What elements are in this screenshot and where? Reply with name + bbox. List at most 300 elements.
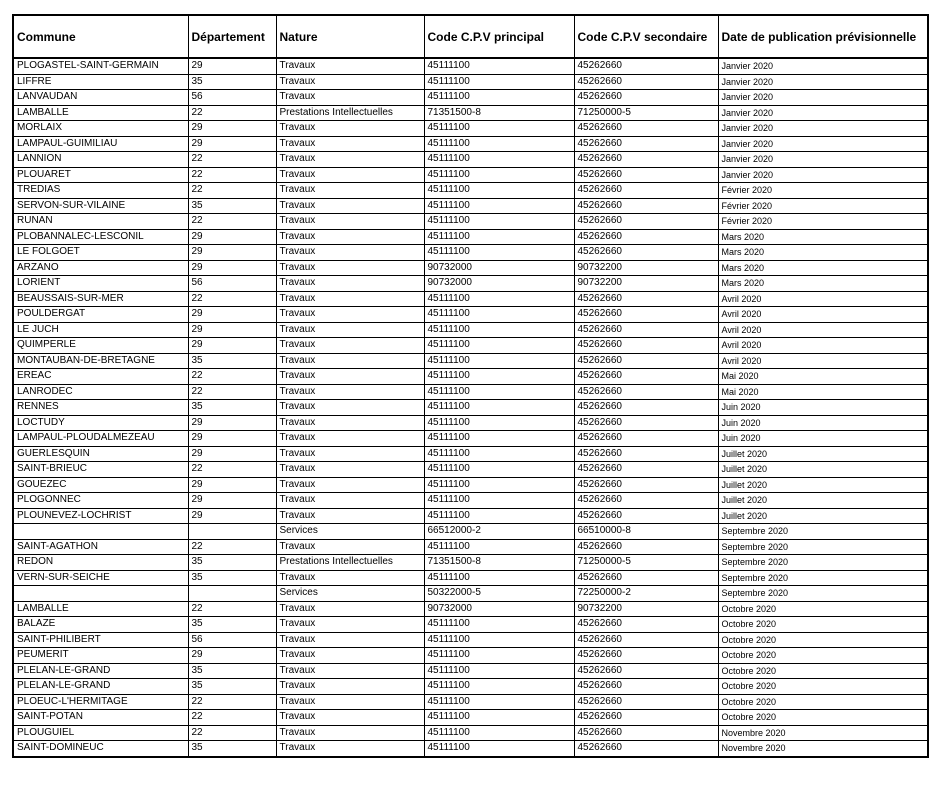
cell-nature: Travaux [276,369,424,385]
cell-date: Octobre 2020 [718,648,928,664]
cell-cpv-secondaire: 45262660 [574,353,718,369]
cell-cpv-secondaire: 45262660 [574,229,718,245]
cell-cpv-principal: 45111100 [424,183,574,199]
cell-cpv-principal: 45111100 [424,710,574,726]
table-row [13,415,928,431]
cell-commune: PLOBANNALEC-LESCONIL [13,229,188,245]
cell-nature: Services [276,586,424,602]
cell-nature: Travaux [276,508,424,524]
cell-cpv-secondaire: 45262660 [574,679,718,695]
cell-cpv-secondaire: 45262660 [574,725,718,741]
cell-commune: RENNES [13,400,188,416]
cell-nature: Travaux [276,493,424,509]
cell-date: Juillet 2020 [718,493,928,509]
cell-nature: Travaux [276,183,424,199]
cell-nature: Travaux [276,167,424,183]
cell-departement: 35 [188,663,276,679]
table-row [13,183,928,199]
cell-date: Mars 2020 [718,229,928,245]
cell-date: Janvier 2020 [718,90,928,106]
cell-nature: Travaux [276,121,424,137]
cell-date: Avril 2020 [718,353,928,369]
cell-departement: 22 [188,710,276,726]
cell-nature: Travaux [276,198,424,214]
table-row [13,90,928,106]
cell-nature: Travaux [276,725,424,741]
cell-cpv-principal: 45111100 [424,353,574,369]
cell-cpv-principal: 45111100 [424,617,574,633]
cell-cpv-principal: 71351500-8 [424,105,574,121]
cell-nature: Travaux [276,152,424,168]
cell-cpv-principal: 45111100 [424,167,574,183]
table-row [13,338,928,354]
cell-cpv-secondaire: 45262660 [574,400,718,416]
table-row [13,276,928,292]
cell-cpv-principal: 45111100 [424,741,574,757]
cell-cpv-secondaire: 45262660 [574,508,718,524]
cell-departement: 22 [188,105,276,121]
cell-commune: PLOUNEVEZ-LOCHRIST [13,508,188,524]
header-cpv-secondaire: Code C.P.V secondaire [574,15,718,58]
cell-commune: REDON [13,555,188,571]
cell-nature: Travaux [276,617,424,633]
table-row [13,369,928,385]
table-row [13,384,928,400]
table-row [13,710,928,726]
cell-commune: SAINT-PHILIBERT [13,632,188,648]
cell-commune: LE FOLGOET [13,245,188,261]
table-row [13,229,928,245]
cell-date: Janvier 2020 [718,136,928,152]
cell-date: Septembre 2020 [718,586,928,602]
cell-commune: PLOUGUIEL [13,725,188,741]
cell-nature: Travaux [276,58,424,74]
cell-commune: PLOUARET [13,167,188,183]
cell-departement: 29 [188,322,276,338]
cell-cpv-principal: 45111100 [424,493,574,509]
cell-nature: Travaux [276,710,424,726]
table-row [13,663,928,679]
cell-cpv-principal: 90732000 [424,276,574,292]
cell-cpv-secondaire: 45262660 [574,741,718,757]
cell-commune: PLOGASTEL-SAINT-GERMAIN [13,58,188,74]
cell-departement: 22 [188,291,276,307]
cell-nature: Travaux [276,477,424,493]
cell-cpv-principal: 45111100 [424,446,574,462]
cell-departement: 35 [188,74,276,90]
cell-cpv-principal: 45111100 [424,136,574,152]
cell-cpv-secondaire: 45262660 [574,477,718,493]
cell-date: Juillet 2020 [718,462,928,478]
cell-cpv-principal: 45111100 [424,539,574,555]
cell-commune: POULDERGAT [13,307,188,323]
cell-nature: Travaux [276,229,424,245]
cell-cpv-secondaire: 90732200 [574,276,718,292]
cell-commune: LAMPAUL-GUIMILIAU [13,136,188,152]
cell-departement: 35 [188,198,276,214]
cell-cpv-principal: 45111100 [424,384,574,400]
cell-date: Octobre 2020 [718,694,928,710]
cell-cpv-principal: 45111100 [424,694,574,710]
cell-cpv-principal: 45111100 [424,229,574,245]
cell-date: Avril 2020 [718,291,928,307]
cell-nature: Travaux [276,276,424,292]
table-row [13,74,928,90]
cell-cpv-secondaire: 45262660 [574,415,718,431]
cell-cpv-secondaire: 45262660 [574,198,718,214]
cell-date: Février 2020 [718,198,928,214]
header-nature: Nature [276,15,424,58]
cell-departement: 22 [188,694,276,710]
table-row [13,322,928,338]
cell-cpv-principal: 45111100 [424,508,574,524]
cell-date: Février 2020 [718,214,928,230]
cell-cpv-principal: 45111100 [424,90,574,106]
cell-cpv-secondaire: 45262660 [574,570,718,586]
cell-departement: 22 [188,601,276,617]
cell-date: Juillet 2020 [718,508,928,524]
cell-nature: Services [276,524,424,540]
cell-cpv-principal: 45111100 [424,338,574,354]
cell-date: Septembre 2020 [718,524,928,540]
cell-commune: PLOEUC-L'HERMITAGE [13,694,188,710]
cell-cpv-secondaire: 45262660 [574,648,718,664]
cell-commune: PLOGONNEC [13,493,188,509]
table-row [13,648,928,664]
table-row [13,524,928,540]
cell-cpv-principal: 45111100 [424,58,574,74]
cell-nature: Travaux [276,570,424,586]
table-row [13,508,928,524]
cell-cpv-principal: 45111100 [424,152,574,168]
cell-nature: Travaux [276,307,424,323]
cell-nature: Travaux [276,462,424,478]
cell-commune: LAMPAUL-PLOUDALMEZEAU [13,431,188,447]
cell-cpv-principal: 45111100 [424,369,574,385]
cell-date: Janvier 2020 [718,121,928,137]
table-row [13,105,928,121]
cell-nature: Travaux [276,431,424,447]
table-row [13,245,928,261]
cell-cpv-principal: 45111100 [424,198,574,214]
cell-cpv-principal: 45111100 [424,307,574,323]
cell-cpv-secondaire: 45262660 [574,214,718,230]
cell-departement: 35 [188,679,276,695]
cell-departement: 22 [188,725,276,741]
cell-cpv-secondaire: 45262660 [574,136,718,152]
table-row [13,446,928,462]
table-row [13,291,928,307]
cell-departement: 22 [188,214,276,230]
cell-cpv-principal: 45111100 [424,400,574,416]
cell-cpv-principal: 45111100 [424,570,574,586]
cell-commune: LE JUCH [13,322,188,338]
cell-date: Octobre 2020 [718,601,928,617]
cell-date: Octobre 2020 [718,679,928,695]
cell-cpv-principal: 45111100 [424,291,574,307]
cell-departement: 29 [188,415,276,431]
cell-cpv-secondaire: 45262660 [574,710,718,726]
cell-cpv-secondaire: 45262660 [574,338,718,354]
cell-commune: GOUEZEC [13,477,188,493]
cell-nature: Prestations Intellectuelles [276,105,424,121]
cell-date: Avril 2020 [718,338,928,354]
cell-cpv-principal: 45111100 [424,415,574,431]
cell-departement: 22 [188,462,276,478]
cell-nature: Travaux [276,648,424,664]
cell-cpv-secondaire: 90732200 [574,260,718,276]
cell-commune: SAINT-POTAN [13,710,188,726]
cell-date: Juin 2020 [718,415,928,431]
cell-commune: LOCTUDY [13,415,188,431]
cell-nature: Travaux [276,679,424,695]
cell-commune: LANNION [13,152,188,168]
cell-cpv-principal: 71351500-8 [424,555,574,571]
header-cpv-principal: Code C.P.V principal [424,15,574,58]
cell-departement: 29 [188,58,276,74]
cell-cpv-principal: 50322000-5 [424,586,574,602]
table-row [13,198,928,214]
cell-date: Juin 2020 [718,431,928,447]
cell-date: Octobre 2020 [718,663,928,679]
cell-commune: PLELAN-LE-GRAND [13,679,188,695]
cell-cpv-secondaire: 45262660 [574,369,718,385]
cell-nature: Travaux [276,663,424,679]
table-row [13,493,928,509]
cell-date: Février 2020 [718,183,928,199]
cell-departement: 29 [188,260,276,276]
cell-cpv-secondaire: 45262660 [574,539,718,555]
cell-date: Octobre 2020 [718,710,928,726]
cell-departement: 29 [188,508,276,524]
cell-cpv-secondaire: 45262660 [574,663,718,679]
cell-commune: SAINT-AGATHON [13,539,188,555]
cell-departement: 35 [188,353,276,369]
cell-nature: Travaux [276,415,424,431]
table-row [13,679,928,695]
cell-cpv-secondaire: 45262660 [574,90,718,106]
cell-cpv-secondaire: 45262660 [574,74,718,90]
cell-nature: Travaux [276,632,424,648]
table-row [13,214,928,230]
cell-date: Octobre 2020 [718,617,928,633]
cell-date: Novembre 2020 [718,741,928,757]
table-row [13,260,928,276]
cell-departement: 35 [188,617,276,633]
cell-date: Avril 2020 [718,307,928,323]
cell-cpv-principal: 45111100 [424,648,574,664]
cell-departement: 29 [188,338,276,354]
cell-cpv-principal: 45111100 [424,663,574,679]
cell-departement: 35 [188,741,276,757]
cell-cpv-secondaire: 45262660 [574,384,718,400]
cell-cpv-principal: 45111100 [424,679,574,695]
cell-nature: Travaux [276,400,424,416]
cell-departement: 22 [188,183,276,199]
table-row [13,741,928,757]
table-row [13,570,928,586]
table-row [13,539,928,555]
header-commune: Commune [13,15,188,58]
cell-departement: 29 [188,493,276,509]
cell-cpv-secondaire: 71250000-5 [574,105,718,121]
header-date-publication: Date de publication prévisionnelle [718,15,928,58]
cell-commune: GUERLESQUIN [13,446,188,462]
cell-commune: PEUMERIT [13,648,188,664]
table-row [13,617,928,633]
cell-commune: LIFFRE [13,74,188,90]
table-row [13,121,928,137]
cell-commune: BEAUSSAIS-SUR-MER [13,291,188,307]
cell-departement: 29 [188,446,276,462]
cell-cpv-secondaire: 45262660 [574,307,718,323]
cell-nature: Travaux [276,260,424,276]
cell-cpv-secondaire: 45262660 [574,322,718,338]
cell-departement: 29 [188,431,276,447]
cell-cpv-secondaire: 90732200 [574,601,718,617]
cell-date: Mai 2020 [718,369,928,385]
cell-nature: Travaux [276,214,424,230]
cell-nature: Travaux [276,90,424,106]
cell-nature: Travaux [276,322,424,338]
cell-departement: 29 [188,121,276,137]
cell-date: Janvier 2020 [718,58,928,74]
cell-cpv-principal: 90732000 [424,601,574,617]
cell-date: Janvier 2020 [718,105,928,121]
cell-departement: 29 [188,136,276,152]
cell-cpv-secondaire: 45262660 [574,245,718,261]
cell-nature: Travaux [276,74,424,90]
cell-cpv-principal: 45111100 [424,462,574,478]
cell-date: Juillet 2020 [718,446,928,462]
cell-date: Avril 2020 [718,322,928,338]
cell-date: Septembre 2020 [718,555,928,571]
cell-commune: SAINT-DOMINEUC [13,741,188,757]
cell-cpv-secondaire: 66510000-8 [574,524,718,540]
cell-date: Novembre 2020 [718,725,928,741]
cell-departement: 22 [188,369,276,385]
cell-date: Octobre 2020 [718,632,928,648]
table-row [13,136,928,152]
cell-cpv-principal: 45111100 [424,632,574,648]
cell-cpv-principal: 45111100 [424,725,574,741]
cell-cpv-principal: 66512000-2 [424,524,574,540]
cell-nature: Travaux [276,136,424,152]
cell-departement: 56 [188,276,276,292]
cell-commune: TREDIAS [13,183,188,199]
cell-cpv-secondaire: 45262660 [574,493,718,509]
table-row [13,152,928,168]
cell-date: Septembre 2020 [718,570,928,586]
cell-commune: PLELAN-LE-GRAND [13,663,188,679]
cell-commune: SERVON-SUR-VILAINE [13,198,188,214]
cell-cpv-secondaire: 45262660 [574,152,718,168]
cell-cpv-secondaire: 45262660 [574,462,718,478]
cell-cpv-principal: 45111100 [424,245,574,261]
cell-cpv-principal: 45111100 [424,214,574,230]
cell-cpv-secondaire: 45262660 [574,694,718,710]
cell-departement: 35 [188,400,276,416]
cell-departement: 56 [188,90,276,106]
cell-cpv-secondaire: 45262660 [574,183,718,199]
table-row [13,307,928,323]
cell-date: Juillet 2020 [718,477,928,493]
cell-commune: ARZANO [13,260,188,276]
cell-departement: 22 [188,539,276,555]
cell-nature: Travaux [276,338,424,354]
cell-date: Janvier 2020 [718,167,928,183]
cell-cpv-secondaire: 45262660 [574,446,718,462]
cell-commune: EREAC [13,369,188,385]
cell-cpv-secondaire: 45262660 [574,121,718,137]
cell-departement: 29 [188,477,276,493]
cell-cpv-principal: 45111100 [424,74,574,90]
cell-departement [188,586,276,602]
cell-commune: LANRODEC [13,384,188,400]
cell-cpv-secondaire: 45262660 [574,291,718,307]
cell-date: Mars 2020 [718,245,928,261]
cell-cpv-principal: 90732000 [424,260,574,276]
cell-commune: BALAZE [13,617,188,633]
table-row [13,400,928,416]
cell-departement: 29 [188,307,276,323]
cell-commune: LORIENT [13,276,188,292]
table-row [13,725,928,741]
cell-commune [13,586,188,602]
cell-commune: QUIMPERLE [13,338,188,354]
table-row [13,601,928,617]
cell-nature: Travaux [276,601,424,617]
cell-commune: RUNAN [13,214,188,230]
cell-nature: Travaux [276,353,424,369]
publication-schedule-table [12,14,929,758]
cell-departement: 22 [188,152,276,168]
cell-departement: 29 [188,245,276,261]
cell-cpv-principal: 45111100 [424,477,574,493]
table-row [13,694,928,710]
cell-commune: LANVAUDAN [13,90,188,106]
cell-commune: MONTAUBAN-DE-BRETAGNE [13,353,188,369]
cell-cpv-secondaire: 72250000-2 [574,586,718,602]
table-row [13,462,928,478]
cell-cpv-secondaire: 71250000-5 [574,555,718,571]
cell-date: Mars 2020 [718,276,928,292]
cell-date: Juin 2020 [718,400,928,416]
cell-cpv-secondaire: 45262660 [574,632,718,648]
cell-nature: Travaux [276,291,424,307]
cell-commune: LAMBALLE [13,105,188,121]
table-row [13,58,928,74]
cell-date: Mars 2020 [718,260,928,276]
cell-date: Mai 2020 [718,384,928,400]
cell-cpv-secondaire: 45262660 [574,167,718,183]
cell-departement: 56 [188,632,276,648]
cell-cpv-principal: 45111100 [424,322,574,338]
table-row [13,632,928,648]
cell-nature: Travaux [276,245,424,261]
table-row [13,353,928,369]
cell-nature: Prestations Intellectuelles [276,555,424,571]
cell-date: Septembre 2020 [718,539,928,555]
table-row [13,477,928,493]
cell-date: Janvier 2020 [718,152,928,168]
cell-departement: 22 [188,167,276,183]
cell-date: Janvier 2020 [718,74,928,90]
cell-nature: Travaux [276,741,424,757]
cell-commune: VERN-SUR-SEICHE [13,570,188,586]
table-row [13,586,928,602]
cell-cpv-secondaire: 45262660 [574,431,718,447]
